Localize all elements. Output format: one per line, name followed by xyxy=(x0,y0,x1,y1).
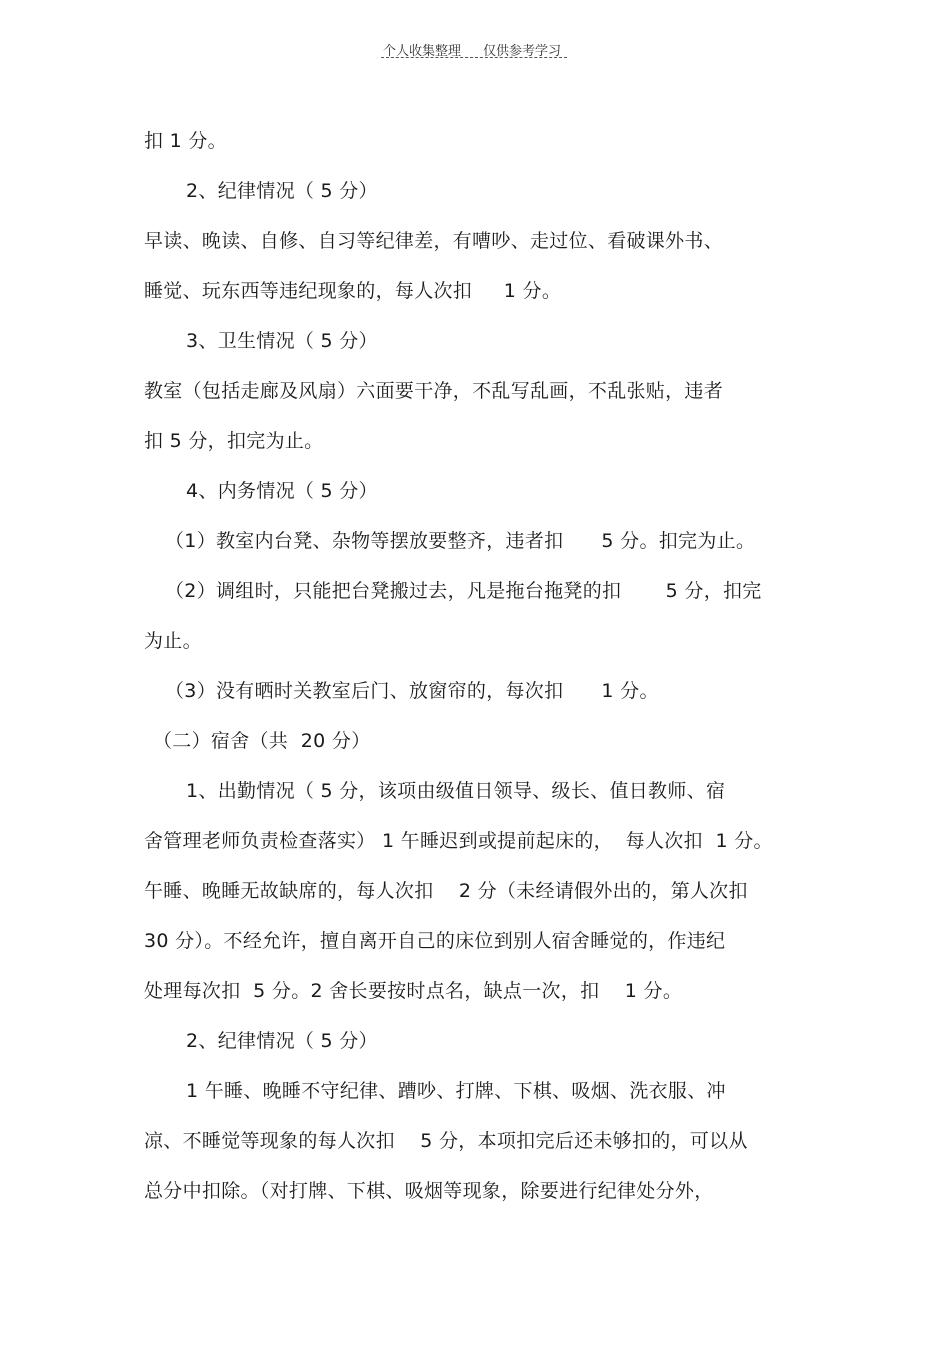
section-heading: 2、纪律情况（ 5 分） xyxy=(186,180,378,202)
text-line: 睡觉、玩东西等违纪现象的，每人次扣 1 分。 xyxy=(144,280,562,302)
list-item: （2）调组时，只能把台凳搬过去，凡是拖台拖凳的扣 5 分，扣完 xyxy=(165,580,762,602)
header-divider xyxy=(381,57,567,58)
header-left-text: 个人收集整理 xyxy=(383,44,462,59)
text-line: 为止。 xyxy=(144,630,202,652)
text-line: 午睡、晚睡无故缺席的，每人次扣 2 分（未经请假外出的，第人次扣 xyxy=(144,880,748,902)
text-line: 扣 1 分。 xyxy=(144,130,227,152)
list-item: （1）教室内台凳、杂物等摆放要整齐，违者扣 5 分。扣完为止。 xyxy=(165,530,756,552)
text-line: 早读、晚读、自修、自习等纪律差，有嘈吵、走过位、看破课外书、 xyxy=(144,230,724,252)
text-line: 1 午睡、晚睡不守纪律、蹧吵、打牌、下棋、吸烟、洗衣服、冲 xyxy=(186,1080,726,1102)
text-line: 总分中扣除。（对打牌、下棋、吸烟等现象，除要进行纪律处分外， xyxy=(144,1180,714,1202)
section-heading: 1、出勤情况（ 5 分，该项由级值日领导、级长、值日教师、宿 xyxy=(186,780,726,802)
text-line: 扣 5 分，扣完为止。 xyxy=(144,430,324,452)
text-line: 教室（包括走廊及风扇）六面要干净，不乱写乱画，不乱张贴，违者 xyxy=(144,380,724,402)
header-right-text: 仅供参考学习 xyxy=(483,44,562,59)
section-heading: （二）宿舍（共 20 分） xyxy=(153,730,371,752)
text-line: 30 分）。不经允许，擅自离开自己的床位到别人宿舍睡觉的，作违纪 xyxy=(144,930,726,952)
text-line: 处理每次扣 5 分。2 舍长要按时点名，缺点一次，扣 1 分。 xyxy=(144,980,683,1002)
text-line: 凉、不睡觉等现象的每人次扣 5 分，本项扣完后还未够扣的，可以从 xyxy=(144,1130,748,1152)
section-heading: 2、纪律情况（ 5 分） xyxy=(186,1030,378,1052)
section-heading: 4、内务情况（ 5 分） xyxy=(186,480,378,502)
list-item: （3）没有晒时关教室后门、放窗帘的，每次扣 1 分。 xyxy=(165,680,659,702)
text-line: 舍管理老师负责检查落实） 1 午睡迟到或提前起床的， 每人次扣 1 分。 xyxy=(144,830,773,852)
section-heading: 3、卫生情况（ 5 分） xyxy=(186,330,378,352)
